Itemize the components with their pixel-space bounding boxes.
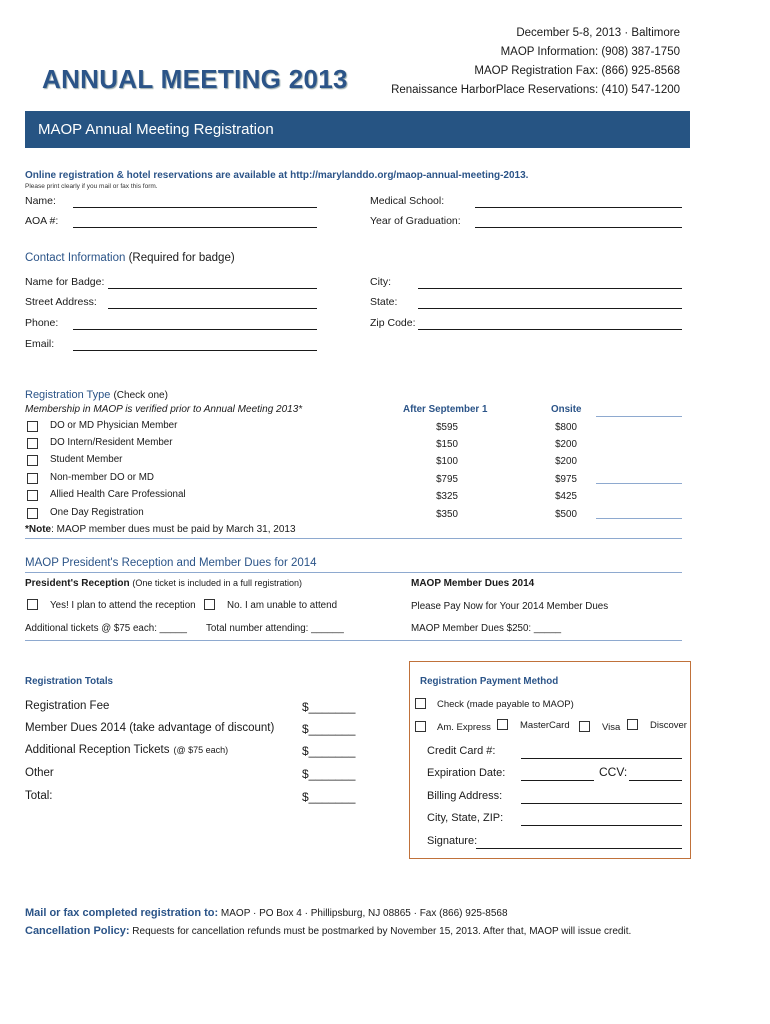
maop-info-phone: MAOP Information: (908) 387-1750	[500, 46, 680, 58]
price-after-september: $595	[436, 422, 458, 433]
total-row-label	[25, 744, 228, 756]
registration-type-label: Non-member DO or MD	[50, 472, 154, 483]
dues-note-text: : MAOP member dues must be paid by March 31, 2013	[51, 524, 296, 535]
city-label: City:	[370, 276, 391, 288]
member-dues-heading: MAOP Member Dues 2014	[411, 578, 535, 589]
total-row-label-note: (@ $75 each)	[173, 745, 229, 755]
discover-checkbox[interactable]	[627, 719, 638, 730]
registration-type-title: Registration Type	[25, 389, 111, 401]
section-divider-3	[25, 640, 682, 641]
signature-label: Signature:	[427, 835, 478, 847]
amex-checkbox[interactable]	[415, 721, 426, 732]
col-after-september: After September 1	[403, 404, 488, 415]
total-row-label-text: Registration Fee	[25, 700, 110, 712]
banner-title: MAOP Annual Meeting Registration	[38, 121, 274, 138]
credit-card-label: Credit Card #:	[427, 745, 496, 757]
total-row-amount-field[interactable]: $_______	[302, 790, 356, 804]
meeting-dates: December 5-8, 2013 · Baltimore	[516, 27, 680, 39]
totals-heading: Registration Totals	[25, 676, 113, 687]
medical-school-label: Medical School:	[370, 195, 445, 207]
amex-label: Am. Express	[437, 722, 491, 733]
mastercard-label: MasterCard	[520, 720, 570, 731]
reception-heading: MAOP President's Reception and Member Dues for 2014	[25, 557, 317, 569]
total-row-amount-field[interactable]: $_______	[302, 700, 356, 714]
registration-type-label: Allied Health Care Professional	[50, 489, 186, 500]
total-row-label-text: Other	[25, 767, 54, 779]
visa-checkbox[interactable]	[579, 721, 590, 732]
registration-type-checkbox[interactable]	[27, 438, 38, 449]
year-graduation-field[interactable]	[475, 227, 682, 228]
total-row-amount-field[interactable]: $_______	[302, 767, 356, 781]
payment-method-box	[409, 661, 691, 859]
registration-type-checkbox[interactable]	[27, 455, 38, 466]
state-label: State:	[370, 296, 398, 308]
payment-heading: Registration Payment Method	[420, 676, 559, 687]
price-onsite: $975	[555, 474, 577, 485]
price-after-september: $325	[436, 491, 458, 502]
name-badge-label: Name for Badge:	[25, 276, 105, 288]
reception-yes-label: Yes! I plan to attend the reception	[50, 600, 196, 611]
dues-note-label: *Note	[25, 524, 52, 535]
price-after-september: $795	[436, 474, 458, 485]
aoa-field[interactable]	[73, 227, 317, 228]
onsite-total-line[interactable]	[596, 518, 682, 519]
price-after-september: $350	[436, 509, 458, 520]
ccv-field[interactable]	[629, 780, 682, 781]
hotel-reservations-phone: Renaissance HarborPlace Reservations: (410) 547-1200	[391, 84, 680, 96]
credit-card-field[interactable]	[521, 758, 682, 759]
cancellation-policy	[25, 925, 631, 937]
reception-yes-checkbox[interactable]	[27, 599, 38, 610]
price-onsite: $425	[555, 491, 577, 502]
print-clearly-note: Please print clearly if you mail or fax this form.	[25, 183, 158, 190]
check-checkbox[interactable]	[415, 698, 426, 709]
presidents-reception	[25, 578, 302, 589]
discover-label: Discover	[650, 720, 687, 731]
name-field[interactable]	[73, 207, 317, 208]
medical-school-field[interactable]	[475, 207, 682, 208]
additional-tickets-field[interactable]: Additional tickets @ $75 each: _____	[25, 623, 187, 634]
check-label: Check (made payable to MAOP)	[437, 699, 574, 710]
price-after-september: $100	[436, 456, 458, 467]
reception-no-label: No. I am unable to attend	[227, 600, 338, 611]
registration-type-heading	[25, 389, 168, 401]
ccv-label: CCV:	[599, 765, 628, 779]
presidents-reception-label: President's Reception	[25, 578, 130, 589]
registration-type-label: Student Member	[50, 454, 123, 465]
phone-field[interactable]	[73, 329, 317, 330]
street-field[interactable]	[108, 308, 317, 309]
online-registration-note: Online registration & hotel reservations are available at http://marylanddo.org/maop-annual-meeting-2013.	[25, 170, 529, 181]
dues-note	[25, 524, 296, 535]
city-state-zip-label: City, State, ZIP:	[427, 812, 504, 824]
signature-field[interactable]	[476, 848, 682, 849]
zip-field[interactable]	[418, 329, 682, 330]
email-label: Email:	[25, 338, 55, 350]
price-after-september: $150	[436, 439, 458, 450]
banner	[25, 111, 690, 148]
total-attending-field[interactable]: Total number attending: ______	[206, 623, 344, 634]
contact-heading-title: Contact Information	[25, 252, 126, 264]
price-onsite: $800	[555, 422, 577, 433]
price-onsite: $200	[555, 439, 577, 450]
contact-heading-note: (Required for badge)	[128, 252, 235, 264]
col-onsite: Onsite	[551, 404, 582, 415]
billing-address-field[interactable]	[521, 803, 682, 804]
cancellation-policy-text: Requests for cancellation refunds must be postmarked by November 15, 2013. After that, MAOP will issue credit.	[129, 926, 632, 937]
email-field[interactable]	[73, 350, 317, 351]
name-badge-field[interactable]	[108, 288, 317, 289]
total-row-amount-field[interactable]: $_______	[302, 722, 356, 736]
section-divider-1	[25, 538, 682, 539]
page-title: ANNUAL MEETING 2013	[42, 64, 348, 94]
total-row-label-text: Total:	[25, 790, 53, 802]
zip-label: Zip Code:	[370, 317, 416, 329]
registration-type-checkbox[interactable]	[27, 473, 38, 484]
mail-instructions-label: Mail or fax completed registration to:	[25, 907, 219, 919]
price-onsite: $200	[555, 456, 577, 467]
onsite-underline	[596, 416, 682, 417]
registration-type-label: DO or MD Physician Member	[50, 420, 178, 431]
registration-type-label: One Day Registration	[50, 507, 144, 518]
year-graduation-label: Year of Graduation:	[370, 215, 461, 227]
total-row-amount-field[interactable]: $_______	[302, 744, 356, 758]
visa-label: Visa	[602, 722, 621, 733]
total-row-label	[25, 722, 274, 734]
registration-type-checkbox[interactable]	[27, 508, 38, 519]
total-row-label	[25, 700, 109, 712]
price-onsite: $500	[555, 509, 577, 520]
member-dues-amount-field[interactable]: MAOP Member Dues $250: _____	[411, 623, 562, 634]
mail-instructions-text: MAOP · PO Box 4 · Phillipsburg, NJ 08865 · Fax (866) 925-8568	[218, 908, 508, 919]
total-row-label-text: Member Dues 2014 (take advantage of discount)	[25, 722, 275, 734]
street-label: Street Address:	[25, 296, 97, 308]
city-state-zip-field[interactable]	[521, 825, 682, 826]
registration-type-note: (Check one)	[113, 390, 168, 401]
expiration-field[interactable]	[521, 780, 594, 781]
mastercard-checkbox[interactable]	[497, 719, 508, 730]
total-row-label-text: Additional Reception Tickets	[25, 744, 170, 756]
name-label: Name:	[25, 195, 56, 207]
total-row-label	[25, 790, 53, 802]
phone-label: Phone:	[25, 317, 59, 329]
registration-type-label: DO Intern/Resident Member	[50, 437, 173, 448]
reception-no-checkbox[interactable]	[204, 599, 215, 610]
city-field[interactable]	[418, 288, 682, 289]
section-divider-2	[25, 572, 682, 573]
maop-registration-fax: MAOP Registration Fax: (866) 925-8568	[474, 65, 680, 77]
aoa-label: AOA #:	[25, 215, 59, 227]
presidents-reception-note: (One ticket is included in a full registration)	[132, 578, 302, 588]
membership-note: Membership in MAOP is verified prior to Annual Meeting 2013*	[25, 404, 303, 415]
pay-dues-note: Please Pay Now for Your 2014 Member Dues	[411, 601, 609, 612]
state-field[interactable]	[418, 308, 682, 309]
total-row-label	[25, 767, 54, 779]
cancellation-policy-label: Cancellation Policy:	[25, 925, 130, 937]
contact-heading	[25, 252, 235, 264]
mail-instructions	[25, 907, 508, 919]
registration-type-checkbox[interactable]	[27, 490, 38, 501]
expiration-label: Expiration Date:	[427, 767, 506, 779]
onsite-total-line[interactable]	[596, 483, 682, 484]
billing-address-label: Billing Address:	[427, 790, 503, 802]
registration-type-checkbox[interactable]	[27, 421, 38, 432]
